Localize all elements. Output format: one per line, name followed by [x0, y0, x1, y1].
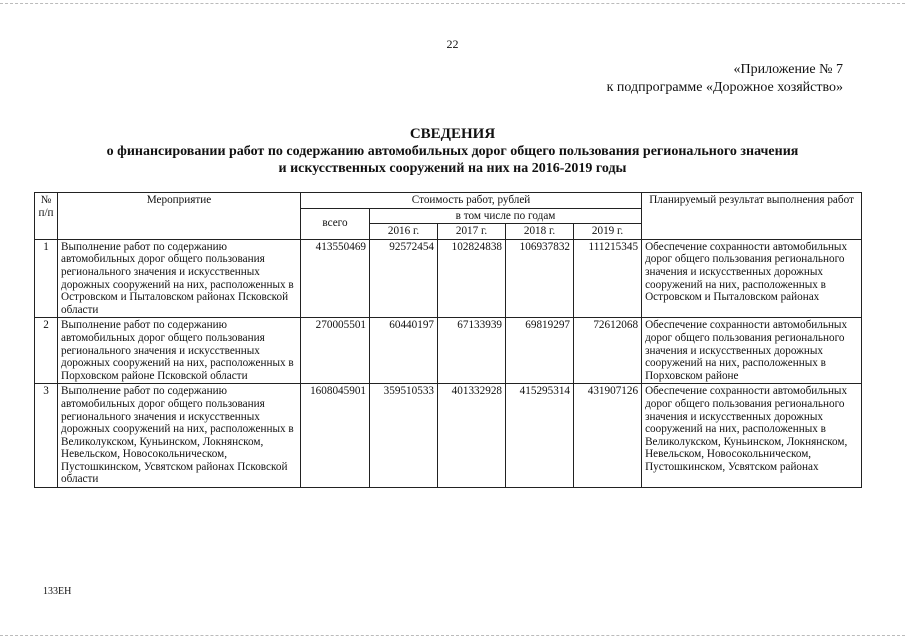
- row-num: 1: [35, 239, 58, 318]
- row-total: 413550469: [301, 239, 370, 318]
- header-event: Мероприятие: [58, 193, 301, 240]
- financing-table: [34, 192, 862, 488]
- header-year-2018: 2018 г.: [506, 224, 574, 240]
- row-total: 270005501: [301, 318, 370, 384]
- row-2017: 67133939: [438, 318, 506, 384]
- header-total: всего: [301, 208, 370, 239]
- row-event: Выполнение работ по содержанию автомобильных дорог общего пользования регионального значения и искусственных дорожных сооружений на них, расположенных в Порховском районе Псковской области: [58, 318, 301, 384]
- row-2018: 69819297: [506, 318, 574, 384]
- row-2019: 431907126: [574, 384, 642, 488]
- row-2016: 92572454: [370, 239, 438, 318]
- row-num: 2: [35, 318, 58, 384]
- appendix-line-2: к подпрограмме «Дорожное хозяйство»: [606, 80, 843, 95]
- page-number: 22: [446, 37, 459, 51]
- row-2016: 60440197: [370, 318, 438, 384]
- row-num: 3: [35, 384, 58, 488]
- scan-edge-top: [0, 3, 905, 4]
- header-cost: Стоимость работ, рублей: [301, 193, 642, 209]
- table-row: [35, 318, 862, 384]
- scan-edge-bottom: [0, 635, 905, 636]
- row-2017: 102824838: [438, 239, 506, 318]
- row-event: Выполнение работ по содержанию автомобильных дорог общего пользования регионального значения и искусственных дорожных сооружений на них, расположенных в Островском и Пыталовском районах Псковской области: [58, 239, 301, 318]
- header-result: Планируемый результат выполнения работ: [642, 193, 862, 240]
- row-2017: 401332928: [438, 384, 506, 488]
- row-event: Выполнение работ по содержанию автомобильных дорог общего пользования регионального значения и искусственных дорожных сооружений на них, расположенных в Великолукском, Куньинском, Локнянском, Невельском, Новосокольническом, Пустошкинском, Усвятском районах Псковской области: [58, 384, 301, 488]
- appendix-note: [607, 61, 843, 97]
- header-row-1: [35, 193, 862, 209]
- header-num: № п/п: [35, 193, 58, 240]
- header-year-2019: 2019 г.: [574, 224, 642, 240]
- row-result: Обеспечение сохранности автомобильных дорог общего пользования регионального значения и искусственных дорожных сооружений на них, расположенных в Островском и Пыталовском районах: [642, 239, 862, 318]
- document-title: [0, 126, 905, 177]
- row-2018: 415295314: [506, 384, 574, 488]
- row-2018: 106937832: [506, 239, 574, 318]
- table-row: [35, 239, 862, 318]
- row-result: Обеспечение сохранности автомобильных дорог общего пользования регионального значения и искусственных дорожных сооружений на них, расположенных в Великолукском, Куньинском, Локнянском, Невельском, Новосокольническом, Пустошкинском, Усвятском районах: [642, 384, 862, 488]
- table-row: [35, 384, 862, 488]
- row-total: 1608045901: [301, 384, 370, 488]
- title-line-1: о финансировании работ по содержанию автомобильных дорог общего пользования регионального значения: [106, 144, 799, 159]
- row-result: Обеспечение сохранности автомобильных дорог общего пользования регионального значения и искусственных дорожных сооружений на них, расположенных в Порховском районе: [642, 318, 862, 384]
- row-2019: 72612068: [574, 318, 642, 384]
- appendix-line-1: «Приложение № 7: [733, 62, 843, 77]
- header-year-2017: 2017 г.: [438, 224, 506, 240]
- header-year-2016: 2016 г.: [370, 224, 438, 240]
- title-heading: СВЕДЕНИЯ: [409, 126, 496, 142]
- row-2019: 111215345: [574, 239, 642, 318]
- header-by-years: в том числе по годам: [370, 208, 642, 224]
- title-line-2: и искусственных сооружений на них на 2016-2019 годы: [278, 161, 627, 176]
- row-2016: 359510533: [370, 384, 438, 488]
- footer-code: 133ЕН: [43, 586, 72, 597]
